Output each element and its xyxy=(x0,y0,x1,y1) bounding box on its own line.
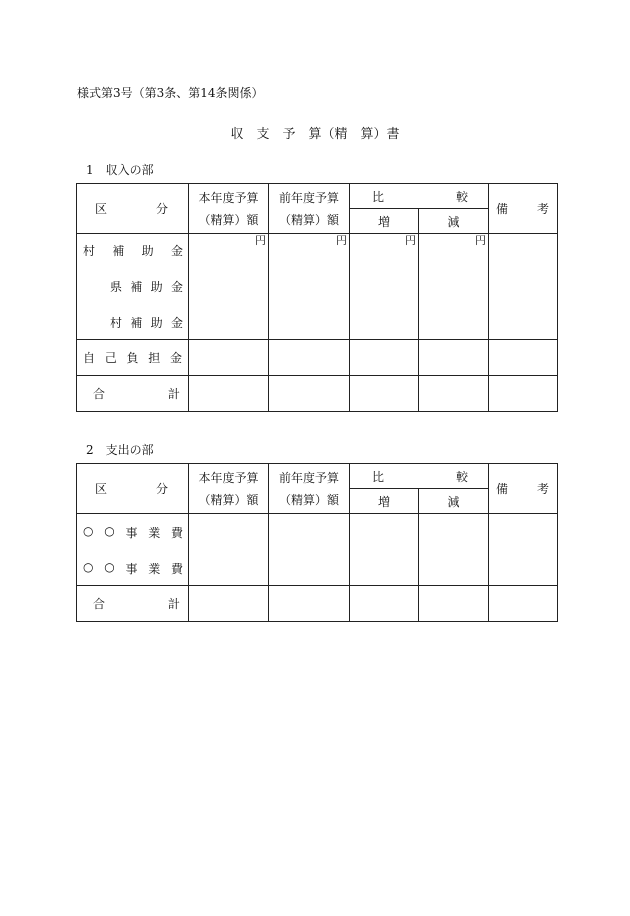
category-header: 区 分 xyxy=(77,184,189,234)
income-total-decrease xyxy=(419,376,489,412)
village-subsidy-label: 村 補 助 金 xyxy=(83,244,183,258)
income-total-increase xyxy=(350,376,419,412)
decrease-unit: 円 xyxy=(419,234,489,340)
project-increase xyxy=(350,514,419,586)
income-table xyxy=(76,183,558,412)
project-decrease xyxy=(419,514,489,586)
project-current xyxy=(189,514,269,586)
income-total-previous xyxy=(269,376,350,412)
previous-year-header: 前年度予算 （精算）額 xyxy=(269,464,350,514)
current-year-header: 本年度予算 （精算）額 xyxy=(189,464,269,514)
project-previous xyxy=(269,514,350,586)
decrease-header: 減 xyxy=(419,489,489,514)
income-total-label: 合 計 xyxy=(77,376,189,412)
project-remarks xyxy=(489,514,558,586)
remarks-header: 備 考 xyxy=(489,464,558,514)
expense-total-remarks xyxy=(489,586,558,622)
project-labels-cell xyxy=(77,514,189,586)
expense-total-decrease xyxy=(419,586,489,622)
self-payment-increase xyxy=(350,340,419,376)
self-payment-decrease xyxy=(419,340,489,376)
self-payment-previous xyxy=(269,340,350,376)
project2-label: ○ ○ 事 業 費 xyxy=(83,560,183,576)
document-title: 収 支 予 算（精 算）書 xyxy=(230,127,400,142)
village-subsidy-sub-label: 村 補 助 金 xyxy=(110,316,183,330)
income-total-current xyxy=(189,376,269,412)
comparison-header: 比 較 xyxy=(350,464,489,489)
self-payment-remarks xyxy=(489,340,558,376)
self-payment-label: 自 己 負 担 金 xyxy=(77,340,189,376)
increase-header: 増 xyxy=(350,489,419,514)
current-year-header: 本年度予算 （精算）額 xyxy=(189,184,269,234)
expense-section-heading: 2 支出の部 xyxy=(86,443,154,457)
previous-year-unit: 円 xyxy=(269,234,350,340)
project1-label: ○ ○ 事 業 費 xyxy=(83,524,183,540)
previous-year-header: 前年度予算 （精算）額 xyxy=(269,184,350,234)
category-header: 区 分 xyxy=(77,464,189,514)
increase-unit: 円 xyxy=(350,234,419,340)
income-section-heading: 1 収入の部 xyxy=(86,163,154,177)
self-payment-current xyxy=(189,340,269,376)
income-total-remarks xyxy=(489,376,558,412)
form-number: 様式第3号（第3条、第14条関係） xyxy=(77,86,264,100)
remarks-cell xyxy=(489,234,558,340)
increase-header: 増 xyxy=(350,209,419,234)
prefecture-subsidy-label: 県 補 助 金 xyxy=(110,280,183,294)
remarks-header: 備 考 xyxy=(489,184,558,234)
expense-total-previous xyxy=(269,586,350,622)
comparison-header: 比 較 xyxy=(350,184,489,209)
expense-table xyxy=(76,463,558,622)
expense-total-current xyxy=(189,586,269,622)
expense-total-increase xyxy=(350,586,419,622)
subsidy-labels-cell xyxy=(77,234,189,340)
decrease-header: 減 xyxy=(419,209,489,234)
expense-total-label: 合 計 xyxy=(77,586,189,622)
current-year-unit: 円 xyxy=(189,234,269,340)
